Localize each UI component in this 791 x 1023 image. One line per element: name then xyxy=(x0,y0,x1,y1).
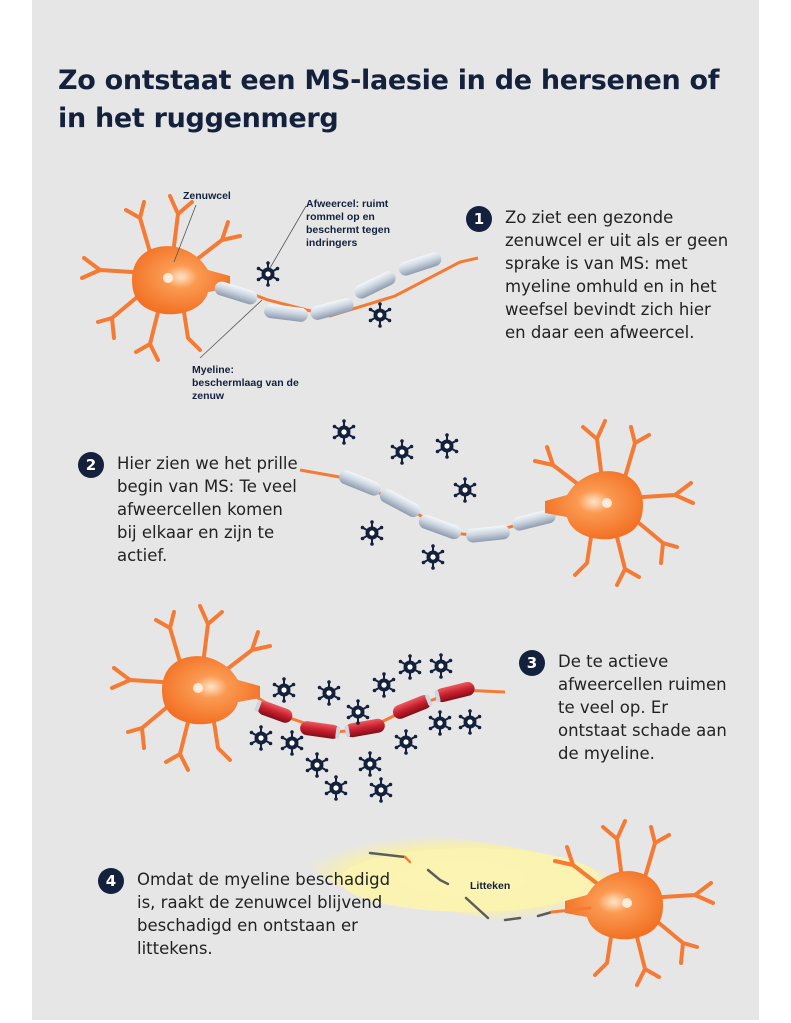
step-3-number-badge: 3 xyxy=(519,650,545,676)
label-myelin: Myeline: beschermlaag van de zenuw xyxy=(192,364,299,402)
step-2-text: Hier zien we het prille begin van MS: Te veel afweercellen komen bij elkaar en zijn te actief. xyxy=(117,454,298,565)
step-1-text: Zo ziet een gezonde zenuwcel er uit als er geen sprake is van MS: met myeline omhuld en in het weefsel bevindt zich hier en daar een afweercel. xyxy=(505,208,729,342)
step-4-text: Omdat de myeline beschadigd is, raakt de zenuwcel blijvend beschadigd en ontstaan er littekens. xyxy=(137,870,391,958)
neuron-step-3 xyxy=(112,606,270,770)
neuron-step-4 xyxy=(555,821,713,985)
page-title: Zo ontstaat een MS-laesie in de hersenen of in het ruggenmerg xyxy=(58,65,720,134)
myelin-sheath-step-1 xyxy=(213,251,443,323)
label-nerve-cell: Zenuwcel xyxy=(183,190,231,202)
step-1-number-badge: 1 xyxy=(466,206,492,232)
label-immune-cell: Afweercel: ruimt rommel op en beschermt tegen indringers xyxy=(306,198,391,249)
step-3-text: De te actieve afweercellen ruimen te veel op. Er ontstaat schade aan de myeline. xyxy=(558,652,727,763)
step-2-number-badge: 2 xyxy=(78,452,104,478)
immune-cells-step-2 xyxy=(333,419,477,570)
neuron-step-2 xyxy=(535,421,693,585)
neuron-step-1 xyxy=(82,196,240,360)
label-scar: Litteken xyxy=(470,880,511,892)
step-4-number-badge: 4 xyxy=(98,868,124,894)
